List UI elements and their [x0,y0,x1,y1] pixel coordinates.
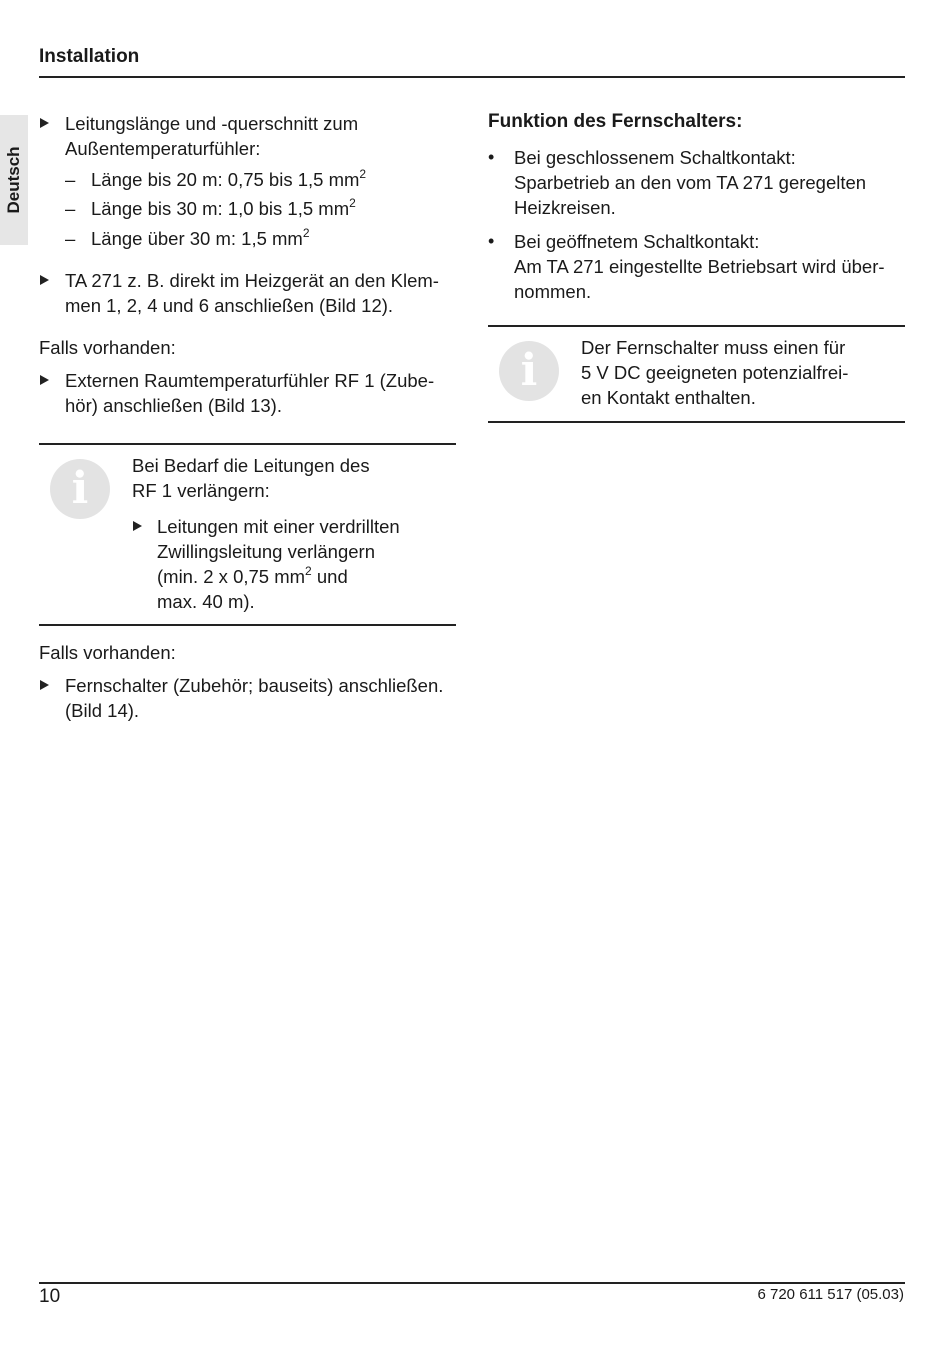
triangle-bullet-icon [40,375,49,385]
triangle-bullet-icon [40,118,49,128]
instruction-item [65,111,358,161]
text-line: max. 40 m). [157,591,255,612]
bullet-dot: • [488,147,495,167]
note-intro [132,453,370,503]
sub-item-length-30m: Länge bis 30 m: 1,0 bis 1,5 $mm^2$ [91,196,356,219]
conditional-label: Falls vorhanden: [39,337,176,358]
document-code: 6 720 611 517 (05.03) [757,1286,904,1303]
sub-item-length-over-30m: Länge über 30 m: 1,5 $mm^2$ [91,226,310,249]
instruction-item [65,673,443,723]
text-line: (min. 2 x 0,75 $mm^2$ und [157,564,348,587]
note-text [581,335,848,410]
text-line: Bei Bedarf die Leitungen des [132,455,370,476]
note-bottom-rule [488,421,905,423]
text-line: men 1, 2, 4 und 6 anschließen (Bild 12). [65,295,394,316]
dash-marker: – [65,198,76,219]
bullet-dot: • [488,231,495,251]
sub-item-length-20m: Länge bis 20 m: 0,75 bis 1,5 $mm^2$ [91,167,367,190]
text-line: Leitungen mit einer verdrillten [157,516,400,537]
instruction-item [65,268,439,318]
note-bottom-rule [39,624,456,626]
text-line: Externen Raumtemperaturfühler RF 1 (Zube- [65,370,435,391]
triangle-bullet-icon [40,680,49,690]
text-line: 5 V DC geeigneten potenzialfrei- [581,362,849,383]
header-rule [39,76,905,78]
text-line: Der Fernschalter muss einen für [581,337,846,358]
text-line: hör) anschließen (Bild 13). [65,395,282,416]
text-line: Heizkreisen. [514,197,616,218]
triangle-bullet-icon [133,521,142,531]
info-icon: i [499,341,559,401]
text-line: Zwillingsleitung verlängern [157,541,375,562]
bullet-item-closed-contact [514,145,866,220]
language-tab [0,115,28,245]
note-top-rule [39,443,456,445]
dash-marker: – [65,228,76,249]
text-line: Sparbetrieb an den vom TA 271 geregelten [514,172,867,193]
dash-marker: – [65,169,76,190]
text-line: nommen. [514,281,592,302]
text-line: (Bild 14). [65,700,140,721]
text-line: Fernschalter (Zubehör; bauseits) anschließen. [65,675,444,696]
section-title: Installation [39,46,140,67]
text-line: Außentemperaturfühler: [65,138,261,159]
language-tab-label: Deutsch [4,146,23,214]
text-line: Bei geschlossenem Schaltkontakt: [514,147,796,168]
text-line: TA 271 z. B. direkt im Heizgerät an den Klem- [65,270,439,291]
info-icon: i [50,459,110,519]
text-line: RF 1 verlängern: [132,480,270,501]
conditional-label: Falls vorhanden: [39,642,176,663]
footer-rule [39,1282,905,1284]
text-line: Bei geöffnetem Schaltkontakt: [514,231,760,252]
instruction-item [65,368,434,418]
note-top-rule [488,325,905,327]
text-line: Leitungslänge und -querschnitt zum [65,113,359,134]
page-number: 10 [39,1286,61,1307]
note-instruction [157,514,400,614]
text-line: en Kontakt enthalten. [581,387,756,408]
bullet-item-open-contact [514,229,885,304]
text-line: Am TA 271 eingestellte Betriebsart wird über- [514,256,885,277]
subsection-heading: Funktion des Fernschalters: [488,111,743,132]
triangle-bullet-icon [40,275,49,285]
